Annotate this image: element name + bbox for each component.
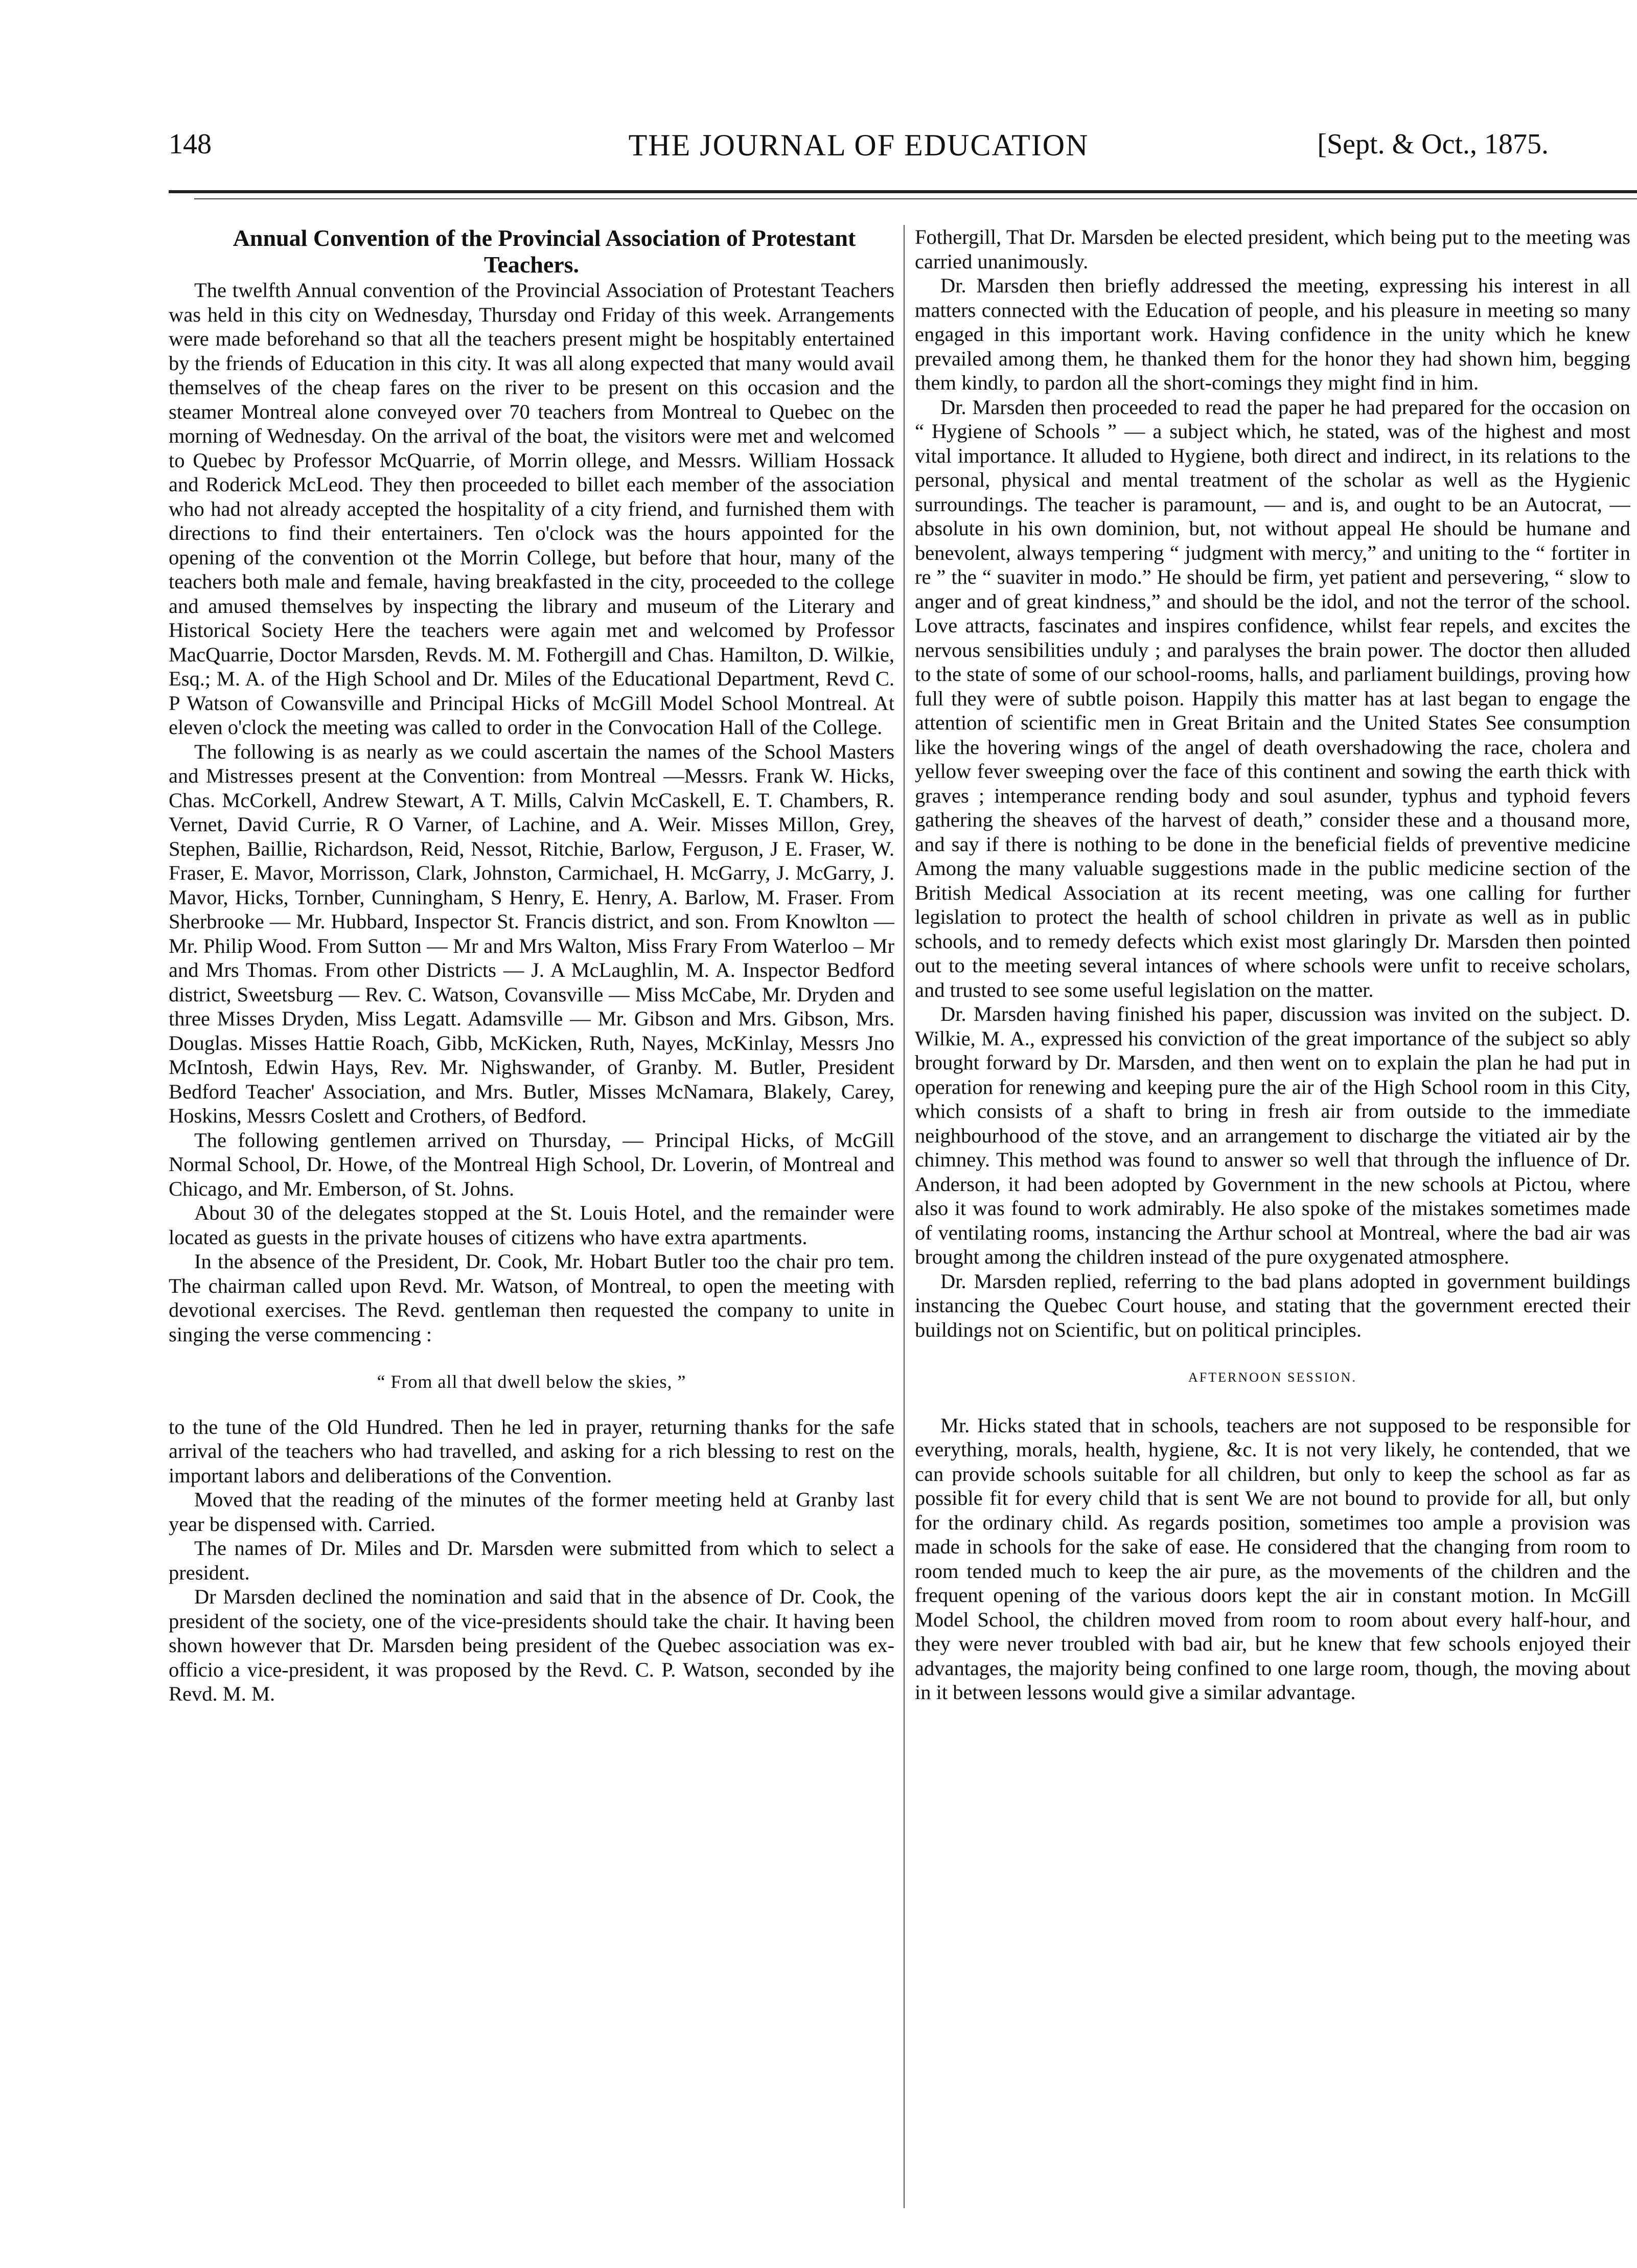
afternoon-session-heading: AFTERNOON SESSION. [1188,1370,1357,1385]
column-divider [904,225,905,2208]
paragraph: About 30 of the delegates stopped at the St. Louis Hotel, and the remainder were located as guests in the private houses of citizens who have extra apartments. [169,1201,894,1249]
article-title: Annual Convention of the Provincial Association of Protestant Teachers. [233,225,856,278]
header-rule [169,190,1637,193]
paragraph: Dr. Marsden then briefly addressed the meeting, expressing his interest in all matters connected with the Education of people, and his pleasure in meeting so many engaged in this important work. Having confidence in the unity which he knew prevailed among them, he thanked them for the honor they had shown him, begging them kindly, to pardon all the short-comings they might find in him. [915,274,1630,394]
paragraph: Mr. Hicks stated that in schools, teachers are not supposed to be responsible for everything, morals, health, hygiene, &c. It is not very likely, he contended, that we can provide schools suitable for all children, but only to keep the school as far as possible fit for every child that is sent We are not bound to provide for all, but only for the ordinary child. As regards position, sometimes too ample a provision was made in schools for the sake of ease. He considered that the changing from room to room tended much to keep the air pure, as the movements of the children and the frequent opening of the various doors kept the air in constant motion. In McGill Model School, the children moved from room to room about every half-hour, and they were never troubled with bad air, but he knew that few schools enjoyed their advantages, the majority being confined to one large room, though, the moving about in it between lessons would give a similar advantage. [915,1413,1630,1704]
running-header [169,128,1549,169]
journal-title: THE JOURNAL OF EDUCATION [628,128,1089,162]
paragraph: The twelfth Annual convention of the Provincial Association of Protestant Teachers was held in this city on Wednesday, Thursday ond Friday of this week. Arrangements were made beforehand so that all the teachers present might be hospitably entertained by the friends of Education in this city. It was all along expected that many would avail themselves of the cheap fares on the river to be present on this occasion and the steamer Montreal alone conveyed over 70 teachers from Montreal to Quebec on the morning of Wednesday. On the arrival of the boat, the visitors were met and welcomed to Quebec by Professor McQuarrie, of Morrin ollege, and Messrs. William Hossack and Roderick McLeod. They then proceeded to billet each member of the association who had not already accepted the hospitality of a city friend, and furnished them with directions to find their entertainers. Ten o'clock was the hours appointed for the opening of the convention ot the Morrin College, but before that hour, many of the teachers both male and female, having breakfasted in the city, proceeded to the college and amused themselves by inspecting the library and museum of the Literary and Historical Society Here the teachers were again met and welcomed by Professor MacQuarrie, Doctor Marsden, Revds. M. M. Fothergill and Chas. Hamilton, D. Wilkie, Esq.; M. A. of the High School and Dr. Miles of the Educational Department, Revd C. P Watson of Cowansville and Principal Hicks of McGill Model School Montreal. At eleven o'clock the meeting was called to order in the Convocation Hall of the College. [169,279,894,739]
page-number: 148 [169,128,212,160]
paragraph: The names of Dr. Miles and Dr. Marsden were submitted from which to select a president. [169,1537,894,1584]
paragraph: Moved that the reading of the minutes of the former meeting held at Granby last year be dispensed with. Carried. [169,1488,894,1536]
paragraph: The following gentlemen arrived on Thursday, — Principal Hicks, of McGill Normal School, Dr. Howe, of the Montreal High School, Dr. Loverin, of Montreal and Chicago, and Mr. Emberson, of St. Johns. [169,1128,894,1200]
right-column [915,225,1630,2208]
left-column [169,225,894,2208]
paragraph: Dr. Marsden then proceeded to read the paper he had prepared for the occasion on “ Hygiene of Schools ” — a subject which, he stated, was of the highest and most vital importance. It alluded to Hygiene, both direct and indirect, in its relations to the personal, physical and mental treatment of the scholar as well as the Hygienic surroundings. The teacher is paramount, — and is, and ought to be an Autocrat, — absolute in his own dominion, but, not without appeal He should be humane and benevolent, always tempering “ judgment with mercy,” and uniting to the “ fortiter in re ” the “ suaviter in modo.” He should be firm, yet patient and persevering, “ slow to anger and of great kindness,” and should be the idol, and not the terror of the school. Love attracts, fascinates and inspires confidence, whilst fear repels, and excites the nervous sensibilities unduly ; and paralyses the brain power. The doctor then alluded to the state of some of our school-rooms, halls, and parliament buildings, proving how full they were of subtle poison. Happily this matter has at last began to engage the attention of scientific men in Great Britain and the United States See consumption like the hovering wings of the angel of death overshadowing the race, cholera and yellow fever sweeping over the face of this continent and sowing the earth thick with graves ; intemperance rending body and soul asunder, typhus and typhoid fevers gathering the sheaves of the harvest of death,” consider these and a thousand more, and say if there is nothing to be done in the beneficial fields of preventive medicine Among the many valuable suggestions made in the public medicine section of the British Medical Association at its recent meeting, was one calling for further legislation to protect the health of school children in private as well as in public schools, and to remedy defects which exist most glaringly Dr. Marsden then pointed out to the meeting several intances of where schools were unfit to receive scholars, and trusted to see some useful legislation on the matter. [915,395,1630,1001]
hymn-quote: “ From all that dwell below the skies, ” [377,1371,686,1392]
paragraph: The following is as nearly as we could ascertain the names of the School Masters and Mistresses present at the Convention: from Montreal —Messrs. Frank W. Hicks, Chas. McCorkell, Andrew Stewart, A T. Mills, Calvin McCaskell, E. T. Chambers, R. Vernet, David Currie, R O Varner, of Lachine, and A. Weir. Misses Millon, Grey, Stephen, Baillie, Richardson, Reid, Nessot, Ritchie, Barlow, Ferguson, J E. Fraser, W. Fraser, E. Mavor, Morrisson, Clark, Johnston, Carmichael, H. McGarry, J. McGarry, J. Mavor, Hicks, Tornber, Cunningham, S Henry, E. Henry, A. Barlow, M. Fraser. From Sherbrooke — Mr. Hubbard, Inspector St. Francis district, and son. From Knowlton — Mr. Philip Wood. From Sutton — Mr and Mrs Walton, Miss Frary From Waterloo – Mr and Mrs Thomas. From other Districts — J. A McLaughlin, M. A. Inspector Bedford district, Sweetsburg — Rev. C. Watson, Covansville — Miss McCabe, Mr. Dryden and three Misses Dryden, Miss Legatt. Adamsville — Mr. Gibson and Mrs. Gibson, Mrs. Douglas. Misses Hattie Roach, Gibb, McKicken, Ruth, Nayes, McKinlay, Messrs Jno McIntosh, Edwin Hays, Rev. Mr. Nighswander, of Granby. M. Butler, President Bedford Teacher' Association, and Mrs. Butler, Misses McNamara, Blakely, Carey, Hoskins, Messrs Coslett and Crothers, of Bedford. [169,740,894,1127]
paragraph: Dr. Marsden replied, referring to the bad plans adopted in government buildings instancing the Quebec Court house, and stating that the government erected their buildings not on Scientific, but on political principles. [915,1269,1630,1341]
paragraph: Dr Marsden declined the nomination and said that in the absence of Dr. Cook, the president of the society, one of the vice-presidents should take the chair. It having been shown however that Dr. Marsden being president of the Quebec association was ex-officio a vice-president, it was proposed by the Revd. C. P. Watson, seconded by ihe Revd. M. M. [169,1585,894,1705]
paragraph: Fothergill, That Dr. Marsden be elected president, which being put to the meeting was carried unanimously. [915,225,1630,273]
paragraph: In the absence of the President, Dr. Cook, Mr. Hobart Butler too the chair pro tem. The chairman called upon Revd. Mr. Watson, of Montreal, to open the meeting with devotional exercises. The Revd. gentleman then requested the company to unite in singing the verse commencing : [169,1250,894,1346]
paragraph: Dr. Marsden having finished his paper, discussion was invited on the subject. D. Wilkie, M. A., expressed his conviction of the great importance of the subject so ably brought forward by Dr. Marsden, and then went on to explain the plan he had put in operation for renewing and keeping pure the air of the High School room in this City, which consists of a shaft to bring in fresh air from outside to the immediate neighbourhood of the stove, and an arrangement to discharge the vitiated air by the chimney. This method was found to answer so well that through the influence of Dr. Anderson, it had been adopted by Government in the new schools at Pictou, where also it was found to work admirably. He also spoke of the mistakes sometimes made of ventilating rooms, instancing the Arthur school at Montreal, where the bad air was brought among the children instead of the pure oxygenated atmosphere. [915,1002,1630,1268]
paragraph: to the tune of the Old Hundred. Then he led in prayer, returning thanks for the safe arrival of the teachers who had travelled, and asking for a rich blessing to rest on the important labors and deliberations of the Convention. [169,1415,894,1487]
header-rule-thin [194,198,1637,199]
issue-date: [Sept. & Oct., 1875. [1317,128,1549,160]
